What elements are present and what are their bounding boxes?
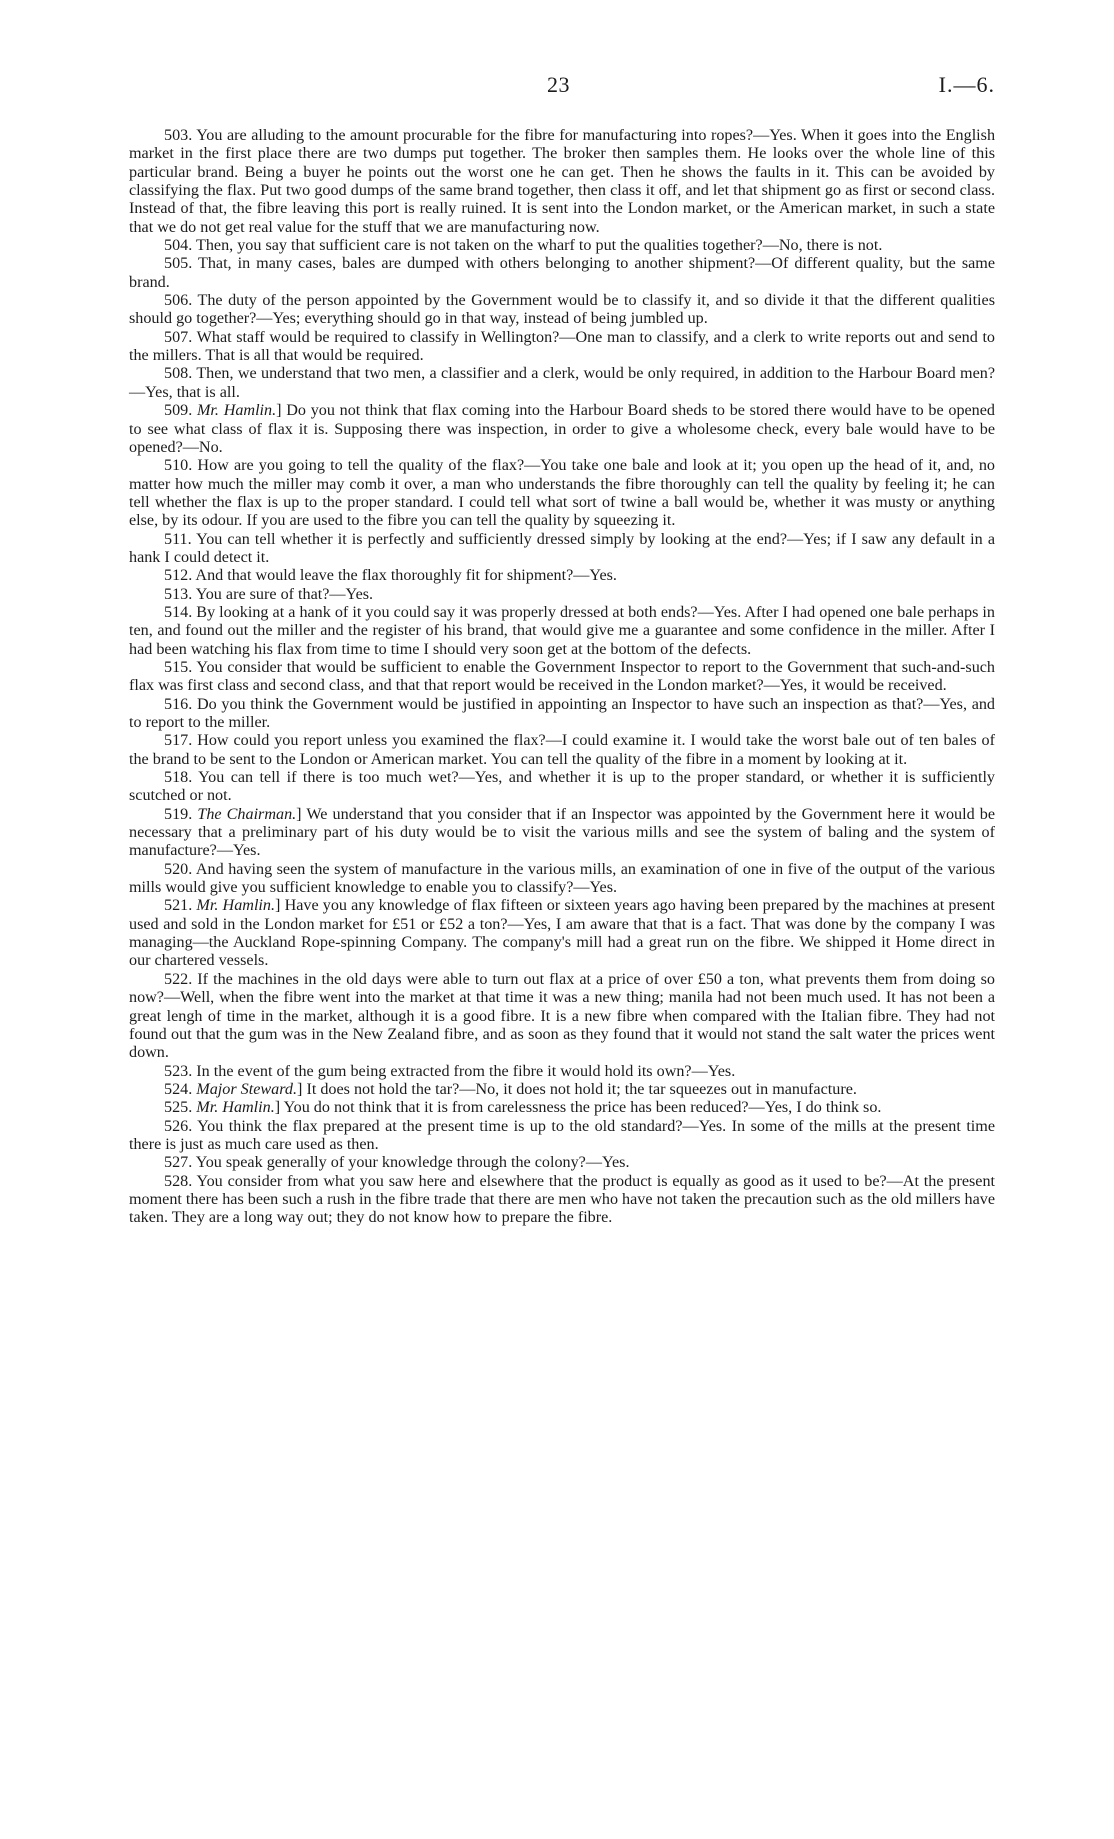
question-paragraph bbox=[129, 604, 995, 659]
question-paragraph bbox=[129, 769, 995, 806]
question-text: What staff would be required to classify in Wellington?—One man to classify, and a clerk to write reports out and send to the millers. That is all that would be required. bbox=[129, 328, 995, 365]
question-text: Do you not think that flax coming into the Harbour Board sheds to be stored there would have to be opened to see what class of flax it is. Supposing there was inspection, in order to give a wholesome check, every bale would have to be opened?—No. bbox=[129, 402, 995, 456]
speaker-name: Mr. Hamlin. bbox=[196, 402, 277, 420]
question-number: 519. bbox=[164, 805, 193, 823]
question-number: 521. bbox=[164, 897, 193, 915]
question-text: You speak generally of your knowledge through the colony?—Yes. bbox=[195, 1154, 630, 1172]
question-paragraph: 525. Mr. Hamlin.] You do not think that it is from carelessness the price has been reduced?—Yes, I do think so. bbox=[164, 1099, 882, 1117]
question-number: 506. bbox=[164, 292, 193, 310]
question-paragraph bbox=[129, 1173, 995, 1228]
question-number: 509. bbox=[164, 402, 193, 420]
question-number: 524. bbox=[164, 1080, 193, 1098]
question-paragraph bbox=[129, 861, 995, 898]
question-paragraph bbox=[129, 1118, 995, 1155]
question-number: 510. bbox=[164, 457, 193, 475]
question-paragraph bbox=[129, 659, 995, 696]
question-paragraph bbox=[129, 531, 995, 568]
paper-reference: I.—6. bbox=[938, 72, 995, 97]
question-text: Then, we understand that two men, a classifier and a clerk, would be only required, in addition to the Harbour Board men?—Yes, that is all. bbox=[129, 365, 995, 401]
question-number: 508. bbox=[164, 365, 193, 383]
question-number: 528. bbox=[164, 1172, 193, 1190]
question-number: 517. bbox=[164, 732, 193, 750]
question-text: Do you think the Government would be justified in appointing an Inspector to have such an inspection as that?—Yes, and to report to the miller. bbox=[129, 695, 995, 731]
question-number: 525. bbox=[164, 1099, 193, 1117]
question-number: 514. bbox=[164, 603, 193, 621]
question-text: How could you report unless you examined the flax?—I could examine it. I would take the worst bale out of ten bales of the brand to be sent to the London or American market. You can tell the quality of the fibre in a moment by looking at it. bbox=[129, 732, 995, 768]
question-text: You are sure of that?—Yes. bbox=[195, 585, 374, 603]
question-number: 518. bbox=[164, 769, 193, 787]
evidence-text bbox=[129, 127, 995, 1228]
question-text: You can tell if there is too much wet?—Yes, and whether it is up to the proper standard, or whether it is sufficiently scutched or not. bbox=[129, 769, 996, 805]
question-text: Then, you say that sufficient care is not taken on the wharf to put the qualities together?—No, there is not. bbox=[196, 237, 883, 255]
question-number: 527. bbox=[164, 1154, 193, 1172]
question-number: 523. bbox=[164, 1062, 193, 1080]
question-paragraph bbox=[129, 1063, 995, 1081]
question-number: 507. bbox=[164, 328, 193, 346]
speaker-name: Mr. Hamlin. bbox=[196, 1099, 275, 1117]
speaker-name: Mr. Hamlin. bbox=[196, 897, 276, 915]
question-text: By looking at a hank of it you could say it was properly dressed at both ends?—Yes. After I had opened one bale perhaps in ten, and found out the miller and the register of his brand, that would give me a guarantee and some confidence in the miller. After I had been watching his flax from time to time I should very soon get at the bottom of the defects. bbox=[129, 603, 995, 658]
question-paragraph bbox=[129, 365, 995, 402]
question-paragraph bbox=[129, 1154, 995, 1172]
question-number: 526. bbox=[164, 1117, 193, 1135]
question-paragraph bbox=[129, 457, 995, 530]
question-number: 504. bbox=[164, 237, 193, 255]
page-header bbox=[0, 72, 1114, 112]
question-number: 515. bbox=[164, 658, 193, 676]
question-text: The duty of the person appointed by the Government would be to classify it, and so divide it that the different qualities should go together?—Yes; everything should go in that way, instead of being jumbled up. bbox=[129, 292, 995, 328]
question-text: You think the flax prepared at the present time is up to the old standard?—Yes. In some of the mills at the present time there is just as much care used as then. bbox=[129, 1117, 996, 1153]
question-text: If the machines in the old days were able to turn out flax at a price of over £50 a ton, what prevents them from doing so now?—Well, when the fibre went into the market at that time it was a new thing; manila had not been much used. It has not been a great lengh of time in the market, although it is a good fibre. It is a new fibre when compared with the Italian fibre. They had not found out that the gum was in the New Zealand fibre, and as soon as they found that it would not stand the salt water the prices went down. bbox=[129, 970, 995, 1062]
question-text: You consider that would be sufficient to enable the Government Inspector to report to the Government that such-and-such flax was first class and second class, and that that report would be received in the London market?—Yes, it would be received. bbox=[129, 658, 996, 695]
question-paragraph: 509. Mr. Hamlin.] Do you not think that flax coming into the Harbour Board sheds to be stored there would have to be opened to see what class of flax it is. Supposing there was inspection, in order to give a wholesome check, every bale would have to be opened?—No. bbox=[129, 402, 995, 456]
question-text: You consider from what you saw here and elsewhere that the product is equally as good as it used to be?—At the present moment there has been such a rush in the fibre trade that there are men who have not taken the precaution such as the old millers have taken. They are a long way out; they do not know how to prepare the fibre. bbox=[129, 1172, 995, 1227]
question-text: We understand that you consider that if an Inspector was appointed by the Government here it would be necessary that a preliminary part of his duty would be to visit the various mills and see the system of baling and the system of manufacture?—Yes. bbox=[129, 805, 995, 860]
question-text: You can tell whether it is perfectly and sufficiently dressed simply by looking at the end?—Yes; if I saw any default in a hank I could detect it. bbox=[129, 530, 995, 566]
question-number: 505. bbox=[164, 255, 193, 273]
question-paragraph bbox=[129, 127, 995, 237]
question-number: 512. bbox=[164, 567, 193, 585]
question-number: 511. bbox=[164, 530, 192, 548]
question-paragraph bbox=[129, 732, 995, 769]
question-text: And having seen the system of manufacture in the various mills, an examination of one in five of the output of the various mills would give you sufficient knowledge to enable you to classify?—Yes. bbox=[129, 860, 995, 897]
question-paragraph: 521. Mr. Hamlin.] Have you any knowledge of flax fifteen or sixteen years ago having been prepared by the machines at present used and sold in the London market for £51 or £52 a ton?—Yes, I am aware that that is a fact. That was done by the company I was managing—the Auckland Rope-spinning Company. The company's mill had a great run on the fibre. We shipped it Home direct in our chartered vessels. bbox=[129, 897, 995, 970]
question-text: That, in many cases, bales are dumped with others belonging to another shipment?—Of different quality, but the same brand. bbox=[129, 255, 995, 291]
question-paragraph bbox=[129, 237, 995, 255]
speaker-name: The Chairman. bbox=[197, 805, 297, 823]
question-paragraph bbox=[129, 567, 995, 585]
question-paragraph bbox=[129, 696, 995, 733]
question-text: How are you going to tell the quality of the flax?—You take one bale and look at it; you open up the head of it, and, no matter how much the miller may comb it over, a man who understands the fibre thoroughly can tell the quality by feeling it; he can tell whether the flax is up to the proper standard. I could tell what sort of twine a ball would be, whether it was musty or anything else, by its odour. If you are used to the fibre you can tell the quality by squeezing it. bbox=[129, 457, 995, 530]
question-number: 513. bbox=[164, 585, 193, 603]
speaker-name: Major Steward. bbox=[196, 1080, 298, 1098]
question-number: 516. bbox=[164, 695, 193, 713]
question-paragraph bbox=[129, 971, 995, 1063]
question-text: You are alluding to the amount procurable for the fibre for manufacturing into ropes?—Yes. When it goes into the English market in the first place there are two dumps put together. The broker then samples them. He looks over the whole line of this particular brand. Being a buyer he points out the worst one he can get. Then he shows the faults in it. This can be avoided by classifying the flax. Put two good dumps of the same brand together, then class it off, and let that shipment go as first or second class. Instead of that, the fibre leaving this port is really ruined. It is sent into the London market, or the American market, in such a state that we do not get real value for the stuff that we are manufacturing now. bbox=[129, 127, 996, 236]
question-number: 503. bbox=[164, 127, 193, 144]
question-paragraph bbox=[129, 586, 995, 604]
question-text: In the event of the gum being extracted from the fibre it would hold its own?—Yes. bbox=[196, 1062, 736, 1080]
question-paragraph bbox=[129, 329, 995, 366]
question-text: And that would leave the flax thoroughly fit for shipment?—Yes. bbox=[195, 567, 617, 585]
question-number: 522. bbox=[164, 970, 193, 988]
question-text: You do not think that it is from carelessness the price has been reduced?—Yes, I do think so. bbox=[283, 1099, 882, 1117]
question-number: 520. bbox=[164, 860, 193, 878]
question-paragraph bbox=[129, 292, 995, 329]
page-number: 23 bbox=[547, 72, 570, 97]
question-paragraph bbox=[129, 255, 995, 292]
question-text: It does not hold the tar?—No, it does not hold it; the tar squeezes out in manufacture. bbox=[306, 1080, 857, 1098]
question-text: Have you any knowledge of flax fifteen or sixteen years ago having been prepared by the machines at present used and sold in the London market for £51 or £52 a ton?—Yes, I am aware that that is a fact. That was done by the company I was managing—the Auckland Rope-spinning Company. The company's mill had a great run on the fibre. We shipped it Home direct in our chartered vessels. bbox=[129, 897, 995, 970]
question-paragraph: 524. Major Steward.] It does not hold the tar?—No, it does not hold it; the tar squeezes out in manufacture. bbox=[164, 1080, 857, 1098]
question-paragraph: 519. The Chairman.] We understand that you consider that if an Inspector was appointed by the Government here it would be necessary that a preliminary part of his duty would be to visit the various mills and see the system of baling and the system of manufacture?—Yes. bbox=[129, 805, 995, 860]
